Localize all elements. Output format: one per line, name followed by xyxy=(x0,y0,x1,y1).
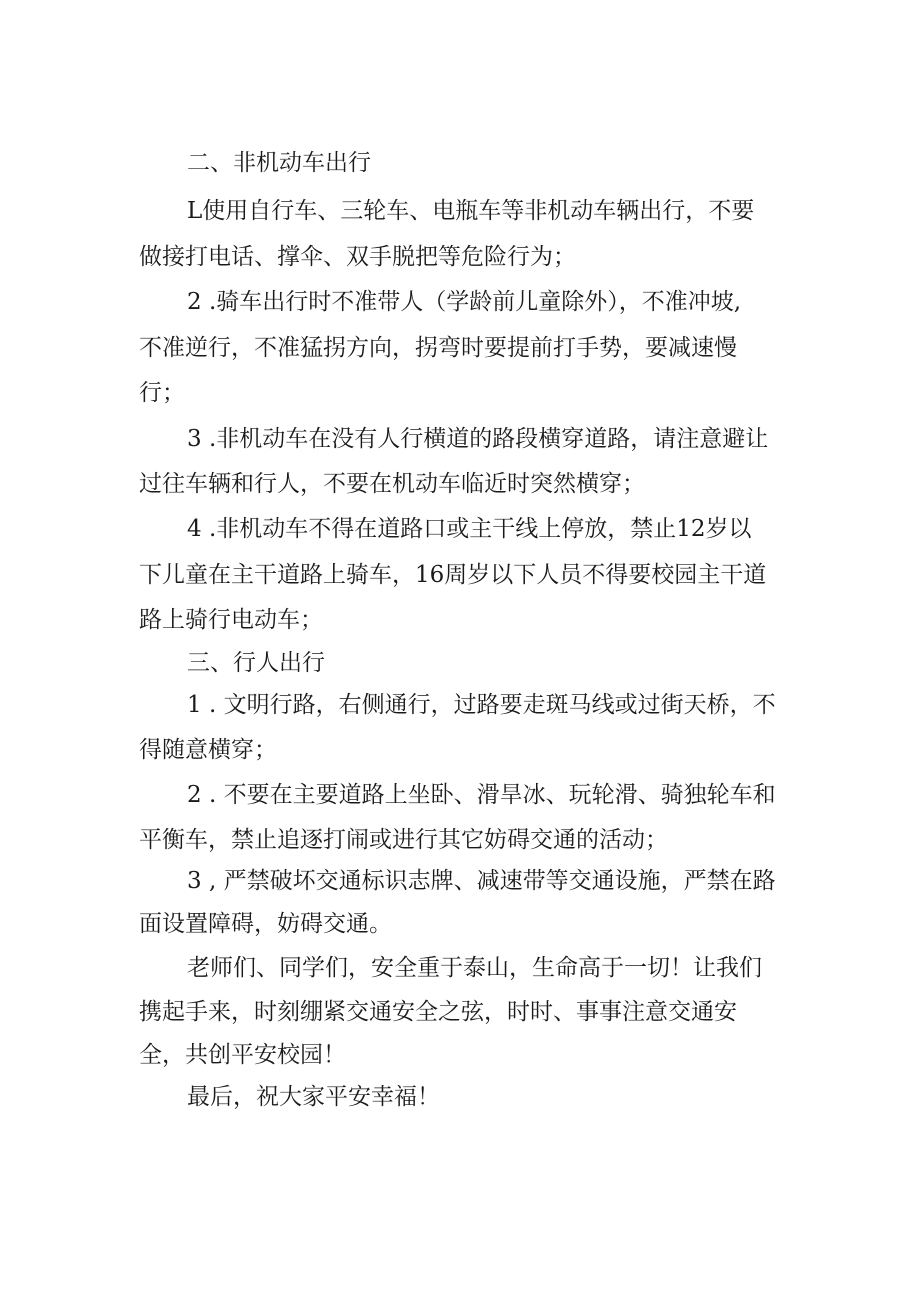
paragraph-line: 路上骑行电动车； xyxy=(139,607,323,633)
paragraph-line: 下儿童在主干道路上骑车，16周岁以下人员不得要校园主干道 xyxy=(139,562,767,588)
closing-wish: 最后，祝大家平安幸福！ xyxy=(187,1084,440,1110)
paragraph-line: 得随意横穿； xyxy=(139,737,277,763)
paragraph-line: 行； xyxy=(139,380,185,406)
closing-paragraph-line: 老师们、同学们，安全重于泰山，生命高于一切！让我们 xyxy=(187,955,762,981)
closing-paragraph-line: 全，共创平安校园！ xyxy=(139,1042,346,1068)
paragraph-line: 2 . 不要在主要道路上坐卧、滑旱冰、玩轮滑、骑独轮车和 xyxy=(187,782,776,808)
paragraph-line: 1 . 文明行路，右侧通行，过路要走斑马线或过街天桥，不 xyxy=(187,692,776,718)
paragraph-line: 4 .非机动车不得在道路口或主干线上停放，禁止12岁以 xyxy=(187,516,752,542)
section-heading-non-motor: 二、非机动车出行 xyxy=(187,150,371,176)
paragraph-line: 面设置障碍，妨碍交通。 xyxy=(139,911,392,937)
paragraph-line: 做接打电话、撑伞、双手脱把等危险行为； xyxy=(139,244,576,270)
section-heading-pedestrian: 三、行人出行 xyxy=(187,650,325,676)
paragraph-line: 不准逆行，不准猛拐方向，拐弯时要提前打手势，要减速慢 xyxy=(139,335,737,361)
paragraph-line: 过往车辆和行人，不要在机动车临近时突然横穿； xyxy=(139,471,645,497)
paragraph-line: 2 .骑车出行时不准带人（学龄前儿童除外），不准冲坡, xyxy=(187,289,742,315)
paragraph-line: 3 .非机动车在没有人行横道的路段横穿道路，请注意避让 xyxy=(187,426,769,452)
closing-paragraph-line: 携起手来，时刻绷紧交通安全之弦，时时、事事注意交通安 xyxy=(139,999,737,1025)
paragraph-line: 3 , 严禁破坏交通标识志牌、减速带等交通设施，严禁在路 xyxy=(187,868,776,894)
paragraph-line: L使用自行车、三轮车、电瓶车等非机动车辆出行，不要 xyxy=(187,198,755,224)
paragraph-line: 平衡车，禁止追逐打闹或进行其它妨碍交通的活动； xyxy=(139,827,668,853)
